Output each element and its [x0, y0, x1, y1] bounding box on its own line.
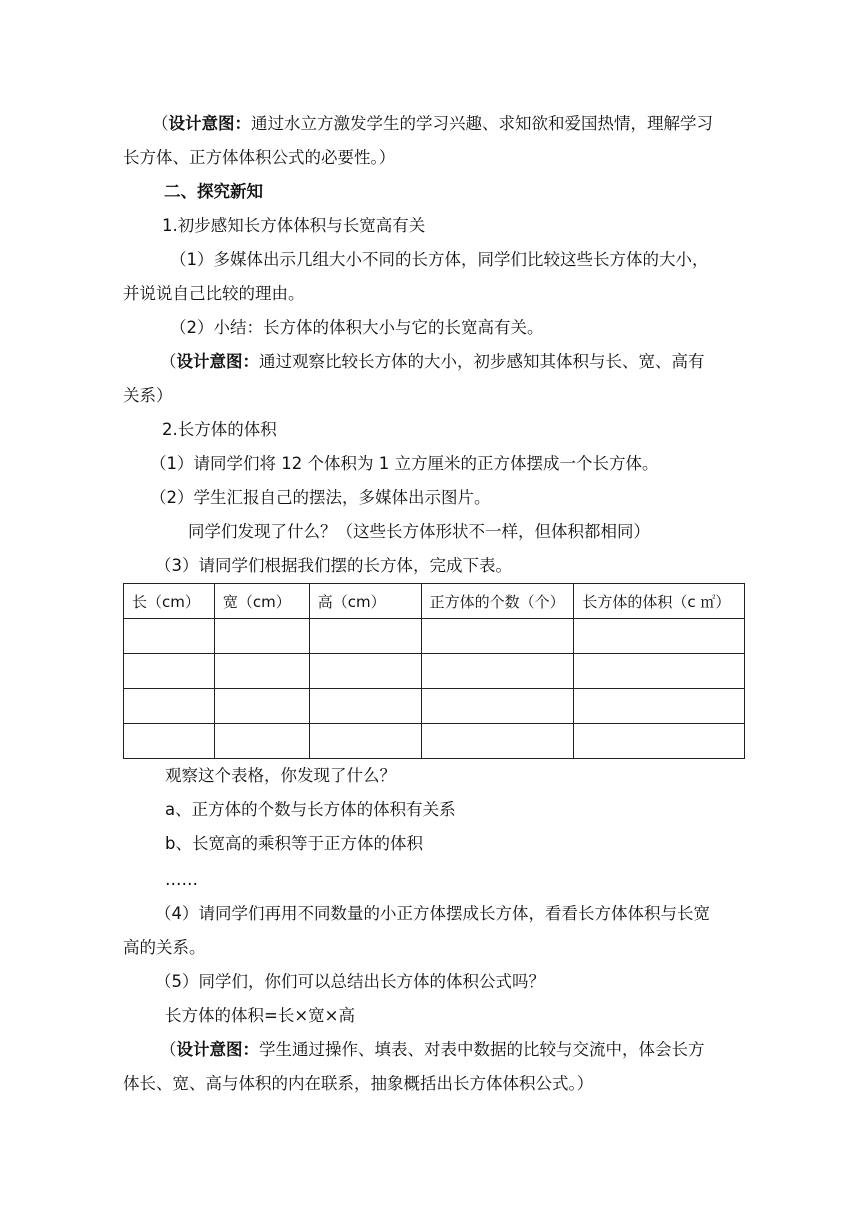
table-cell: [421, 619, 574, 654]
table-cell: [214, 689, 309, 724]
table-header-cell: 正方体的个数（个）: [421, 584, 574, 619]
table-row: [124, 724, 745, 759]
table-cell: [421, 724, 574, 759]
part1-item1-line1: （1）多媒体出示几组大小不同的长方体，同学们比较这些长方体的大小，: [170, 250, 709, 269]
table-cell: [574, 654, 745, 689]
table-cell: [124, 654, 215, 689]
table-row: [124, 689, 745, 724]
table-row: [124, 619, 745, 654]
part2-title: 2.长方体的体积: [162, 420, 277, 439]
part1-title: 1.初步感知长方体体积与长宽高有关: [162, 216, 426, 235]
table-row: [124, 654, 745, 689]
table-question: 观察这个表格，你发现了什么？: [165, 766, 396, 785]
table-header-cell: 长方体的体积（c ㎡）: [574, 584, 745, 619]
part2-item1: （1）请同学们将 12 个体积为 1 立方厘米的正方体摆成一个长方体。: [150, 454, 659, 473]
table-header-cell: 长（cm）: [124, 584, 215, 619]
part1-note-text: 通过观察比较长方体的大小，初步感知其体积与长、宽、高有: [259, 352, 705, 371]
finding-b: b、长宽高的乘积等于正方体的体积: [165, 834, 423, 853]
table-cell: [421, 689, 574, 724]
ellipsis: ……: [165, 870, 198, 889]
table-cell: [124, 724, 215, 759]
table-header-cell: 宽（cm）: [214, 584, 309, 619]
item4-line2: 高的关系。: [123, 938, 206, 957]
part1-item1-line2: 并说说自己比较的理由。: [123, 284, 305, 303]
part2-item2: （2）学生汇报自己的摆法，多媒体出示图片。: [150, 488, 491, 507]
table-header-cell: 高（cm）: [309, 584, 421, 619]
table-cell: [214, 619, 309, 654]
finding-a: a、正方体的个数与长方体的体积有关系: [165, 800, 456, 819]
intro-note-open: （: [152, 114, 169, 133]
part1-note-open: （: [160, 352, 177, 371]
final-note-line1: [160, 1039, 705, 1061]
volume-table: [123, 583, 745, 759]
final-note-line2: 体长、宽、高与体积的内在联系，抽象概括出长方体体积公式。）: [123, 1074, 594, 1093]
final-note-text: 学生通过操作、填表、对表中数据的比较与交流中，体会长方: [259, 1040, 705, 1059]
part1-note-line1: [160, 351, 705, 373]
table-cell: [574, 724, 745, 759]
item4-line1: （4）请同学们再用不同数量的小正方体摆成长方体，看看长方体体积与长宽: [155, 904, 710, 923]
intro-note-label: 设计意图：: [168, 114, 251, 133]
table-cell: [574, 689, 745, 724]
part2-item2-follow: 同学们发现了什么？（这些长方体形状不一样，但体积都相同）: [188, 522, 650, 541]
table-cell: [309, 619, 421, 654]
part1-note-line2: 关系）: [123, 386, 173, 405]
final-note-label: 设计意图：: [176, 1040, 259, 1059]
part1-item2: （2）小结：长方体的体积大小与它的长宽高有关。: [170, 318, 544, 337]
table-cell: [421, 654, 574, 689]
table-cell: [124, 619, 215, 654]
table-cell: [214, 724, 309, 759]
final-note-open: （: [160, 1040, 177, 1059]
volume-formula: 长方体的体积=长×宽×高: [165, 1006, 355, 1025]
table-cell: [309, 724, 421, 759]
section-title: 二、探究新知: [164, 182, 263, 201]
intro-note-text: 通过水立方激发学生的学习兴趣、求知欲和爱国热情，理解学习: [251, 114, 713, 133]
intro-note-line1: [152, 113, 713, 135]
table-cell: [574, 619, 745, 654]
table-cell: [309, 654, 421, 689]
table-cell: [124, 689, 215, 724]
item5: （5）同学们，你们可以总结出长方体的体积公式吗？: [155, 972, 545, 991]
table-cell: [309, 689, 421, 724]
part2-item3: （3）请同学们根据我们摆的长方体，完成下表。: [155, 556, 512, 575]
table-header-row: [124, 584, 745, 619]
part1-note-label: 设计意图：: [176, 352, 259, 371]
table-cell: [214, 654, 309, 689]
intro-note-line2: 长方体、正方体体积公式的必要性。）: [123, 148, 396, 167]
